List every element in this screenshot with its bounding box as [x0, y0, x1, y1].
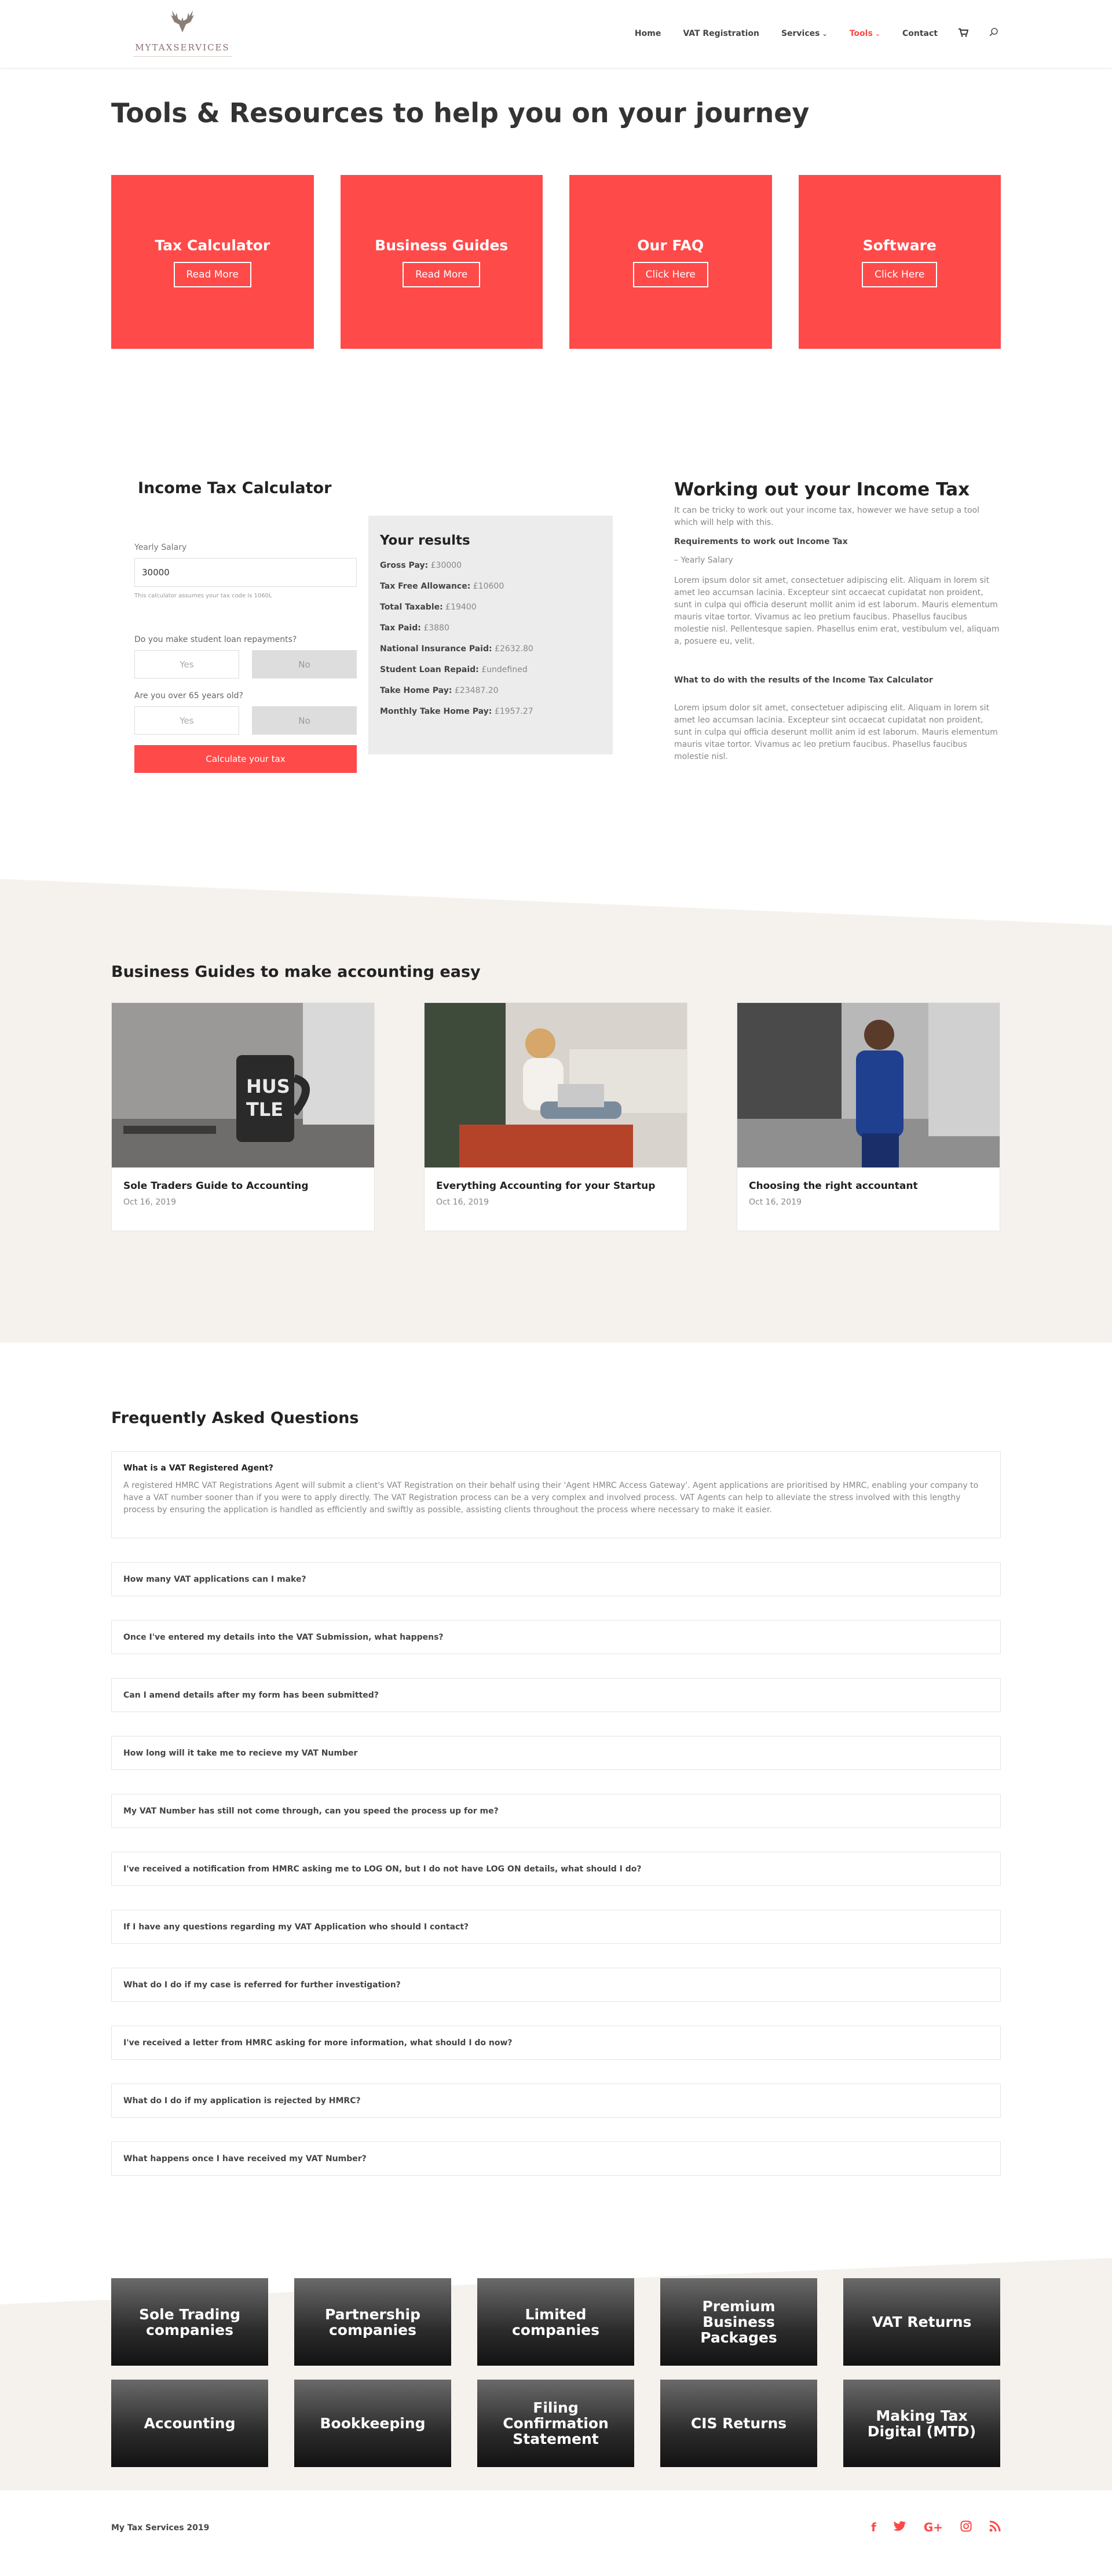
service-tile[interactable]: CIS Returns [660, 2380, 817, 2467]
social-links [871, 2520, 1001, 2535]
result-row: Tax Free Allowance: £10600 [380, 582, 504, 591]
student-loan-no-button[interactable]: No [252, 650, 357, 678]
faq-item[interactable]: What do I do if my case is referred for further investigation? [111, 1968, 1001, 2002]
calculator-title: Income Tax Calculator [138, 479, 332, 497]
faq-title: Frequently Asked Questions [111, 1409, 359, 1427]
result-row: Total Taxable: £19400 [380, 603, 477, 612]
info-intro: It can be tricky to work out your income tax, however we have setup a tool which will help with this. [674, 506, 979, 527]
income-tax-info [674, 479, 1001, 763]
services-grid [111, 2278, 1000, 2467]
tax-code-hint: This calculator assumes your tax code is 1060L [134, 593, 272, 599]
service-tile[interactable]: Premium Business Packages [660, 2278, 817, 2366]
tool-card-business-guides [341, 175, 543, 349]
logo-rule [133, 56, 232, 57]
requirements-heading: Requirements to work out Income Tax [674, 537, 848, 546]
age-toggle [134, 706, 357, 735]
guide-title[interactable]: Everything Accounting for your Startup [436, 1180, 656, 1192]
result-row: Take Home Pay: £23487.20 [380, 686, 499, 695]
service-tile[interactable]: VAT Returns [843, 2278, 1000, 2366]
tools-section [111, 92, 1001, 349]
facebook-icon[interactable]: f [871, 2520, 876, 2534]
nav-vat-registration[interactable]: VAT Registration [683, 29, 759, 38]
guides-section [0, 879, 1112, 1342]
svg-text:TLE: TLE [246, 1099, 284, 1121]
service-tile[interactable]: Sole Trading companies [111, 2278, 268, 2366]
service-tile[interactable]: Limited companies [477, 2278, 634, 2366]
service-tile[interactable]: Making Tax Digital (MTD) [843, 2380, 1000, 2467]
click-here-button[interactable]: Click Here [862, 262, 937, 287]
tool-card-tax-calculator [111, 175, 314, 349]
service-tile[interactable]: Filing Confirmation Statement [477, 2380, 634, 2467]
svg-text:HUS: HUS [246, 1075, 290, 1097]
faq-item[interactable]: I've received a notification from HMRC asking me to LOG ON, but I do not have LOG ON details, what should I do? [111, 1852, 1001, 1886]
chevron-down-icon: ⌄ [875, 30, 880, 38]
info-paragraph: Lorem ipsum dolor sit amet, consectetuer adipiscing elit. Aliquam in lorem sit amet leo accumsan lacinia. Excepteur sint occaecat cupidatat non proident, sunt in culpa qui officia deserunt mollit anim id est laborum. Mauris elementum mauris vitae tortor. Vivamus ac leo pretium faucibus. Phasellus faucibus molestie nisl. [674, 703, 998, 761]
guide-title[interactable]: Sole Traders Guide to Accounting [123, 1180, 309, 1192]
rss-icon[interactable] [989, 2520, 1001, 2535]
guide-image-mug[interactable] [112, 1003, 374, 1167]
copyright: My Tax Services 2019 [111, 2523, 210, 2533]
guides-title: Business Guides to make accounting easy [111, 963, 481, 981]
faq-answer: A registered HMRC VAT Registrations Agent will submit a client's VAT Registration on their behalf using their 'Agent HMRC Access Gateway'. Agent applications are prioritised by HMRC, enabling your company to have a VAT number sooner than if you were to apply directly. The VAT Registration process can be a very complex and involved process. VAT Agents can help to alleviate the stress involved with this lengthy process by ensuring the application is handled as efficiently and swiftly as possible, assisting clients throughout the process where necessary to make it easier. [123, 1481, 979, 1515]
faq-item[interactable]: How many VAT applications can I make? [111, 1562, 1001, 1596]
guide-image-suit[interactable] [737, 1003, 1000, 1167]
read-more-button[interactable]: Read More [174, 262, 251, 287]
guide-title[interactable]: Choosing the right accountant [749, 1180, 918, 1192]
tool-card-title: Software [862, 236, 937, 254]
guide-card[interactable] [737, 1002, 1000, 1231]
services-section [0, 2258, 1112, 2490]
nav-services[interactable]: Services ⌄ [781, 29, 828, 38]
guide-date: Oct 16, 2019 [123, 1198, 176, 1207]
nav-contact[interactable]: Contact [902, 29, 938, 38]
guide-date: Oct 16, 2019 [436, 1198, 489, 1207]
student-loan-yes-button[interactable]: Yes [134, 650, 239, 678]
faq-question[interactable]: What is a VAT Registered Agent? [123, 1464, 273, 1473]
faq-item[interactable]: Once I've entered my details into the VAT Submission, what happens? [111, 1620, 1001, 1654]
age-no-button[interactable]: No [252, 706, 357, 735]
site-header [0, 0, 1112, 68]
result-row: Student Loan Repaid: £undefined [380, 665, 528, 674]
faq-item[interactable]: Can I amend details after my form has been submitted? [111, 1678, 1001, 1712]
faq-section [111, 1342, 1001, 2258]
results-panel [368, 516, 613, 754]
requirements-item: – Yearly Salary [674, 556, 733, 565]
result-row: Tax Paid: £3880 [380, 623, 449, 633]
salary-input[interactable]: 30000 [134, 558, 357, 587]
brand-name: MYTAXSERVICES [135, 42, 230, 53]
info-title: Working out your Income Tax [674, 479, 970, 500]
read-more-button[interactable]: Read More [403, 262, 480, 287]
stag-logo-icon [127, 9, 237, 40]
site-footer [0, 2490, 1112, 2575]
guide-image-laptop[interactable] [425, 1003, 687, 1167]
service-tile[interactable]: Partnership companies [294, 2278, 451, 2366]
tool-card-faq [569, 175, 772, 349]
age-question: Are you over 65 years old? [134, 691, 243, 700]
guide-card[interactable] [111, 1002, 375, 1231]
student-loan-question: Do you make student loan repayments? [134, 635, 297, 644]
tool-card-title: Business Guides [375, 236, 509, 254]
nav-tools[interactable]: Tools ⌄ [849, 29, 880, 38]
tool-card-title: Tax Calculator [155, 236, 270, 254]
faq-item[interactable]: What do I do if my application is rejected by HMRC? [111, 2084, 1001, 2118]
result-row: Gross Pay: £30000 [380, 561, 462, 570]
salary-label: Yearly Salary [134, 543, 187, 552]
site-logo[interactable] [127, 9, 237, 59]
faq-item-open[interactable] [111, 1451, 1001, 1538]
twitter-icon[interactable] [894, 2520, 906, 2535]
page-title: Tools & Resources to help you on your journey [111, 97, 810, 129]
tool-card-title: Our FAQ [637, 236, 704, 254]
result-row: Monthly Take Home Pay: £1957.27 [380, 707, 533, 716]
chevron-down-icon: ⌄ [822, 30, 828, 38]
search-icon[interactable] [989, 28, 998, 39]
service-tile[interactable]: Accounting [111, 2380, 268, 2467]
faq-item[interactable]: How long will it take me to recieve my VAT Number [111, 1736, 1001, 1770]
google-plus-icon[interactable]: G+ [923, 2520, 943, 2534]
faq-item[interactable]: I've received a letter from HMRC asking for more information, what should I do now? [111, 2026, 1001, 2060]
guide-card[interactable] [424, 1002, 687, 1231]
nav-home[interactable]: Home [634, 29, 661, 38]
click-here-button[interactable]: Click Here [633, 262, 708, 287]
service-tile[interactable]: Bookkeeping [294, 2380, 451, 2467]
guide-date: Oct 16, 2019 [749, 1198, 802, 1207]
age-yes-button[interactable]: Yes [134, 706, 239, 735]
tools-cards [111, 175, 1001, 349]
result-row: National Insurance Paid: £2632.80 [380, 644, 533, 654]
calculator-form [134, 543, 357, 773]
instagram-icon[interactable] [960, 2520, 972, 2535]
calculator-section [111, 349, 1001, 879]
student-loan-toggle [134, 650, 357, 678]
faq-item[interactable]: My VAT Number has still not come through, can you speed the process up for me? [111, 1794, 1001, 1828]
main-nav [613, 28, 998, 39]
faq-item[interactable]: What happens once I have received my VAT Number? [111, 2141, 1001, 2176]
results-title: Your results [380, 533, 470, 548]
results-heading: What to do with the results of the Income Tax Calculator [674, 676, 933, 685]
tool-card-software [799, 175, 1001, 349]
calculate-tax-button[interactable]: Calculate your tax [134, 745, 357, 773]
cart-icon[interactable] [959, 28, 968, 39]
guides-list [111, 1002, 1000, 1231]
info-paragraph: Lorem ipsum dolor sit amet, consectetuer adipiscing elit. Aliquam in lorem sit amet leo accumsan lacinia. Excepteur sint occaecat cupidatat non proident, sunt in culpa qui officia deserunt mollit anim id est laborum. Mauris elementum mauris vitae tortor. Vivamus ac leo pretium faucibus. Phasellus faucibus molestie nisl. Pellentesque sapien. Phasellus enim erat, vestibulum vel, aliquam a, posuere eu, velit. [674, 576, 1000, 646]
faq-list [111, 1451, 1001, 2199]
faq-item[interactable]: If I have any questions regarding my VAT Application who should I contact? [111, 1910, 1001, 1944]
